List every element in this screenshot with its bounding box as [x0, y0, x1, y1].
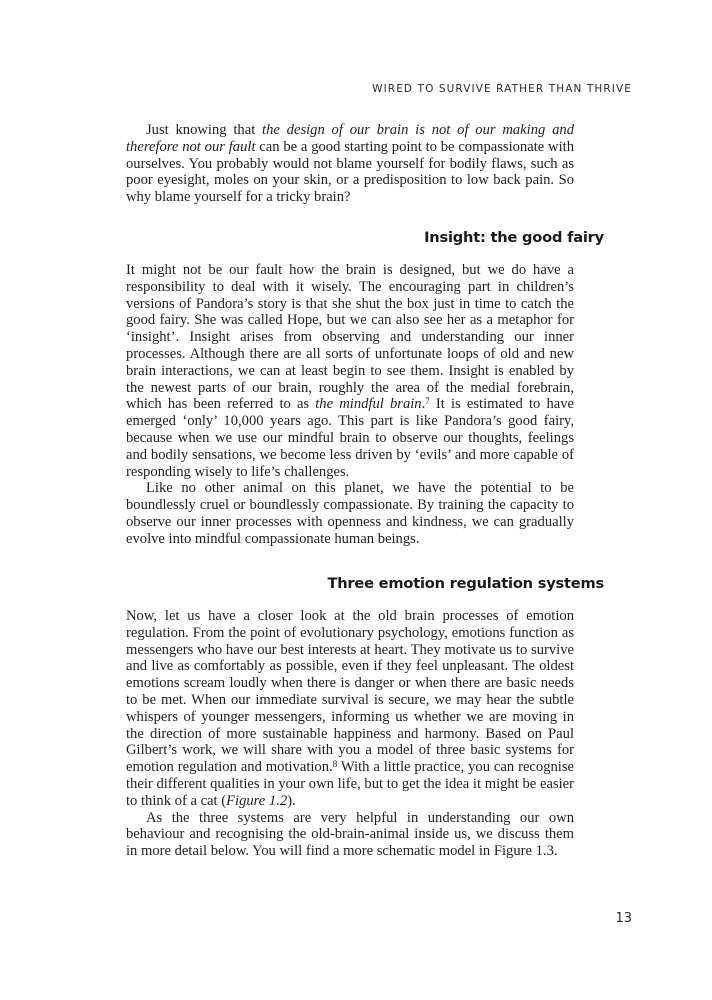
- s1p1-text-2: It is estimated to have emerged ‘only’ 10,000 years ago. This part is like Pandora’s good fairy, because when we use our mindful brain to observe our thoughts, feelings and bodily sensations, we become less driven by ‘evils’ and more capable of responding wisely to life’s challenges.: [126, 396, 574, 480]
- running-head: WIRED TO SURVIVE RATHER THAN THRIVE: [372, 83, 632, 95]
- section-2-paragraph-2: As the three systems are very helpful in understanding our own behaviour and recognising the old-brain-animal inside us, we discuss them in more detail below. You will find a more schematic model in Figure 1.3.: [126, 809, 574, 860]
- page-number: 13: [615, 911, 632, 926]
- intro-text-1: Just knowing that: [146, 122, 263, 138]
- section-1-body: [126, 262, 574, 548]
- section-1-paragraph-1: It might not be our fault how the brain is designed, but we do have a responsibility to deal with it wisely. The encouraging part in children’s versions of Pandora’s story is that she shut the box just in time to catch the good fairy. She was called Hope, but we can also see her as a metaphor for ‘insight’. Insight arises from observing and understanding our inner processes. Although there are all sorts of unfortunate loops of old and new brain interactions, we can at least begin to see them. Insight is enabled by the newest parts of our brain, roughly the area of the medial forebrain, which has been referred to as the mindful brain.$^7$ It is estimated to have emerged ‘only’ 10,000 years ago. This part is like Pandora’s good fairy, because when we use our mindful brain to observe our thoughts, feelings and bodily sensations, we become less driven by ‘evils’ and more capable of responding wisely to life’s challenges.: [126, 262, 574, 480]
- s1p1-text-1: It might not be our fault how the brain is designed, but we do have a responsibility to deal with it wisely. The encouraging part in children’s versions of Pandora’s story is that she shut the box just in time to catch the good fairy. She was called Hope, but we can also see her as a metaphor for ‘insight’. Insight arises from observing and understanding our inner processes. Although there are all sorts of unfortunate loops of old and new brain interactions, we can at least begin to see them. Insight is enabled by the newest parts of our brain, roughly the area of the medial forebrain, which has been referred to as: [126, 262, 574, 413]
- intro-paragraph: [126, 122, 574, 206]
- section-heading-insight: Insight: the good fairy: [424, 229, 604, 246]
- section-heading-emotion-regulation: Three emotion regulation systems: [327, 575, 604, 592]
- s2p1-text-3: ).: [287, 792, 296, 809]
- footnote-marker-8: 8: [332, 759, 338, 770]
- s2p1-text-1: Now, let us have a closer look at the old brain processes of emotion regulation. From the point of evolutionary psychology, emotions function as messengers who have our best interests at heart. They motivate us to survive and live as comfortably as possible, even if they feel unpleasant. The oldest emotions scream loudly when there is danger or when there are basic needs to be met. When our immediate survival is secure, we may hear the subtle whispers of younger messengers, informing us whether we are moving in the direction of more sustainable happiness and harmony. Based on Paul Gilbert’s work, we will share with you a model of three basic systems for emotion regulation and motivation.: [126, 608, 574, 776]
- footnote-marker-7: 7: [425, 396, 430, 407]
- s2p1-text-2: With a little practice, you can recognise their different qualities in your own life, but to get the idea it might be easier to think of a cat (: [126, 759, 574, 809]
- section-2-body: [126, 608, 574, 860]
- s1p1-italic-1: the mindful brain: [315, 396, 422, 413]
- s2p1-italic-1: Figure 1.2: [226, 792, 288, 809]
- intro-text-2: can be a good starting point to be compassionate with ourselves. You probably would not blame yourself for bodily flaws, such as poor eyesight, moles on your skin, or a predisposition to low back pain. So why blame yourself for a tricky brain?: [126, 138, 574, 206]
- section-2-paragraph-1: [126, 608, 574, 810]
- intro-italic-1: the design of our brain is not of our making and therefore not our fault: [126, 122, 574, 155]
- section-1-paragraph-2: Like no other animal on this planet, we have the potential to be boundlessly cruel or boundlessly compassionate. By training the capacity to observe our inner processes with openness and kindness, we can gradually evolve into mindful compassionate human beings.: [126, 480, 574, 547]
